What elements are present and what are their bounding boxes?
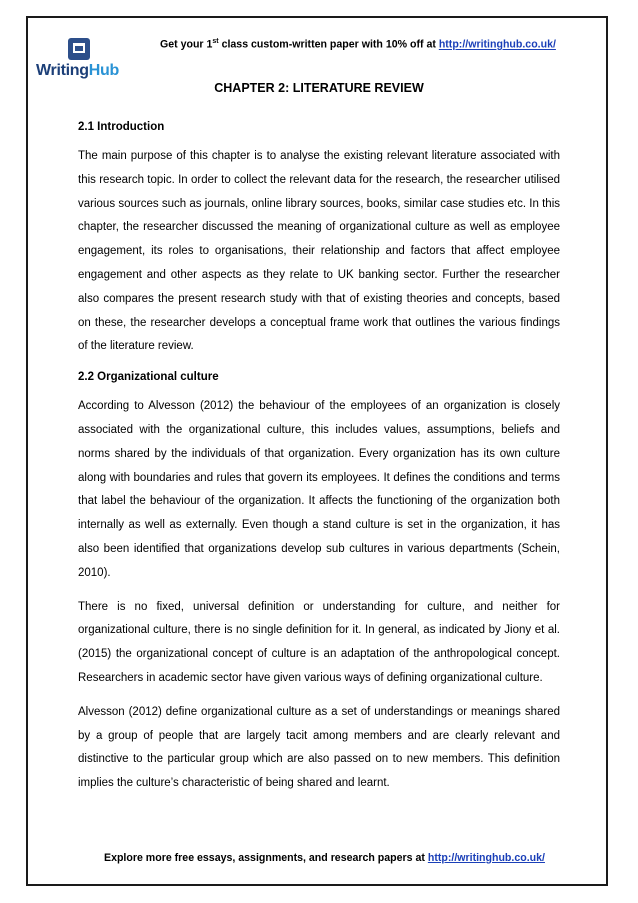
logo-hub: Hub xyxy=(88,62,119,79)
section-heading: 2.1 Introduction xyxy=(78,121,165,133)
footer-link[interactable]: http://writinghub.co.uk/ xyxy=(427,852,545,864)
logo-text xyxy=(36,62,119,80)
promo-text-end: class custom-written paper with 10% off at xyxy=(218,38,439,51)
document-body xyxy=(78,119,560,806)
header-link[interactable]: http://writinghub.co.uk/ xyxy=(438,38,556,51)
footer-promo xyxy=(104,852,545,864)
building-icon xyxy=(68,38,90,60)
header-promo xyxy=(160,38,556,51)
logo-writing: Writing xyxy=(36,62,89,79)
paragraph: According to Alvesson (2012) the behaviour of the employees of an organization is closely associated with the organizational culture, this includes values, assumptions, beliefs and norms shared by the individuals of that organization. Every organization has its own culture along with boundaries and rules that govern its employees. It defines the conditions and terms that label the behaviour of the organization. It affects the functioning of the organization both internally as well as externally. Even though a stand culture is set in the organization, it has also been identified that organizations develop sub cultures in various departments (Schein, 2010). xyxy=(78,400,560,579)
chapter-title: CHAPTER 2: LITERATURE REVIEW xyxy=(214,81,424,95)
paragraph: There is no fixed, universal definition or understanding for culture, and neither for organizational culture, there is no single definition for it. In general, as indicated by Jiony et al. (2015) the organizational concept of culture is an adaptation of the anthropological concept. Researchers in academic sector have given various ways of defining organizational culture. xyxy=(78,600,560,684)
section-heading: 2.2 Organizational culture xyxy=(78,371,219,384)
footer-text: Explore more free essays, assignments, and research papers at xyxy=(104,852,428,864)
promo-text-start: Get your 1 xyxy=(160,38,213,51)
paragraph: Alvesson (2012) define organizational culture as a set of understandings or meanings shared by a group of people that are largely tacit among members and are clearly relevant and distinctive to the particular group which are also passed on to new members. This definition implies the culture’s characteristic of being shared and learnt. xyxy=(78,705,560,790)
section-organizational-culture xyxy=(78,369,560,796)
promo-superscript: st xyxy=(212,38,219,45)
paragraph: The main purpose of this chapter is to analyse the existing relevant literature associated with this research topic. In order to collect the relevant data for the research, the researcher utilised various sources such as journals, online library sources, books, similar case studies etc. In this chapter, the researcher discussed the meaning of organizational culture as well as employee engagement, its roles to organisations, their relationship and factors that affect employee engagement and other aspects as they relate to UK banking sector. Further the researcher also compares the present research study with that of existing theories and concepts, based on these, the researcher develops a conceptual frame work that outlines the various findings of the literature review. xyxy=(78,150,560,353)
section-introduction xyxy=(78,119,560,359)
